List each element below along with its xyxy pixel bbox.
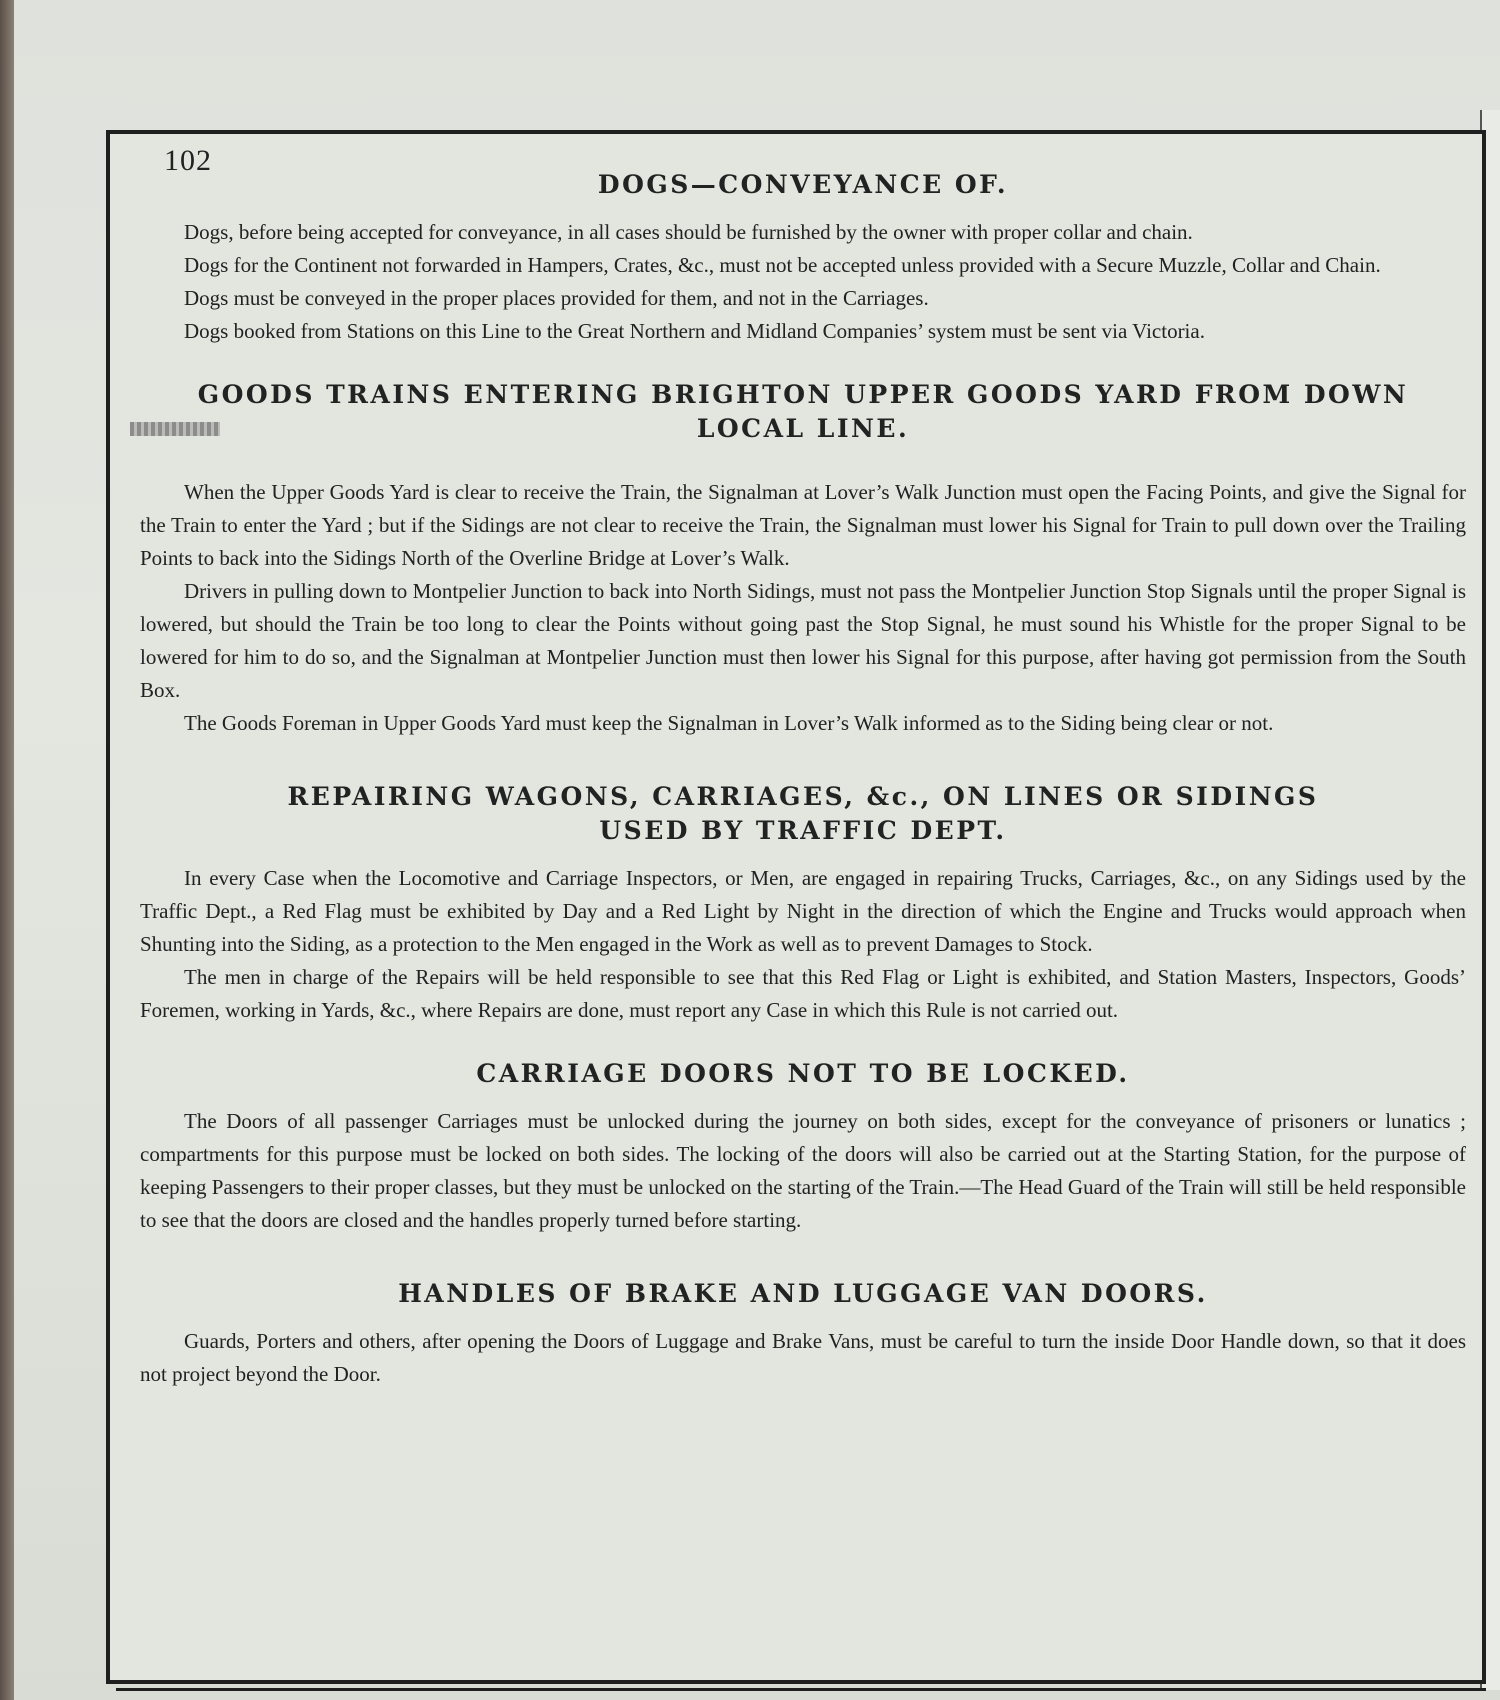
paragraph: Dogs must be conveyed in the proper places provided for them, and not in the Carriages.: [184, 286, 929, 310]
section-title: HANDLES OF BRAKE AND LUGGAGE VAN DOORS.: [398, 1279, 1208, 1308]
paragraph: Dogs for the Continent not forwarded in Hampers, Crates, &c., must not be accepted unless provided with a Secure Muzzle, Collar and Chain.: [184, 253, 1381, 277]
page-border-frame: [106, 130, 1486, 1684]
paragraph: Drivers in pulling down to Montpelier Junction to back into North Sidings, must not pass the Montpelier Junction Stop Signals until the proper Signal is lowered, but should the Train be too long to clear the Points without going past the Stop Signal, he must sound his Whistle for the proper Signal to be lowered for him to do so, and the Signalman at Montpelier Junction must then lower his Signal for this purpose, after having got permission from the South Box.: [140, 579, 1466, 702]
frame-bottom-rule: [116, 1688, 1486, 1691]
section-title-line-2: USED BY TRAFFIC DEPT.: [599, 816, 1007, 845]
paragraph: The Doors of all passenger Carriages must be unlocked during the journey on both sides, except for the conveyance of prisoners or lunatics ; compartments for this purpose must be locked on both sides. The locking of the doors will also be carried out at the Starting Station, for the purpose of keeping Passengers to their proper classes, but they must be unlocked on the starting of the Train.—The Head Guard of the Train will still be held responsible to see that the doors are closed and the handles properly turned before starting.: [140, 1109, 1466, 1232]
paragraph: Dogs, before being accepted for conveyance, in all cases should be furnished by the owner with proper collar and chain.: [184, 220, 1193, 244]
section-carriage-doors: [140, 1057, 1466, 1237]
book-spine: [0, 0, 14, 1700]
section-repairing-wagons: [140, 780, 1466, 1027]
section-title-line-2: LOCAL LINE.: [696, 414, 910, 443]
section-title-line-1: REPAIRING WAGONS, CARRIAGES, &c., ON LINES OR SIDINGS: [287, 782, 1319, 811]
section-title-line-1: GOODS TRAINS ENTERING BRIGHTON UPPER GOODS YARD FROM DOWN: [197, 380, 1409, 409]
section-title: CARRIAGE DOORS NOT TO BE LOCKED.: [476, 1059, 1130, 1088]
paragraph: When the Upper Goods Yard is clear to receive the Train, the Signalman at Lover’s Walk Junction must open the Facing Points, and give the Signal for the Train to enter the Yard ; but if the Sidings are not clear to receive the Train, the Signalman must lower his Signal for Train to pull down over the Trailing Points to back into the Sidings North of the Overline Bridge at Lover’s Walk.: [140, 480, 1466, 570]
paragraph: The Goods Foreman in Upper Goods Yard must keep the Signalman in Lover’s Walk informed as to the Siding being clear or not.: [184, 711, 1274, 735]
section-title: DOGS—CONVEYANCE OF.: [597, 170, 1009, 199]
page-content: [140, 148, 1466, 1391]
section-handles-brake-van: [140, 1277, 1466, 1391]
page-number: 102: [164, 144, 212, 177]
paragraph: Dogs booked from Stations on this Line to the Great Northern and Midland Companies’ system must be sent via Victoria.: [184, 319, 1205, 343]
section-dogs-conveyance: [140, 148, 1466, 348]
ink-smudge-mark: [130, 422, 220, 436]
paragraph: The men in charge of the Repairs will be held responsible to see that this Red Flag or Light is exhibited, and Station Masters, Inspectors, Goods’ Foremen, working in Yards, &c., where Repairs are done, must report any Case in which this Rule is not carried out.: [140, 965, 1466, 1022]
section-goods-trains-brighton: [140, 378, 1466, 740]
paragraph: In every Case when the Locomotive and Carriage Inspectors, or Men, are engaged in repairing Trucks, Carriages, &c., on any Sidings used by the Traffic Dept., a Red Flag must be exhibited by Day and a Red Light by Night in the direction of which the Engine and Trucks would approach when Shunting into the Siding, as a protection to the Men engaged in the Work as well as to prevent Damages to Stock.: [140, 866, 1466, 956]
paragraph: Guards, Porters and others, after opening the Doors of Luggage and Brake Vans, must be careful to turn the inside Door Handle down, so that it does not project beyond the Door.: [140, 1329, 1466, 1386]
